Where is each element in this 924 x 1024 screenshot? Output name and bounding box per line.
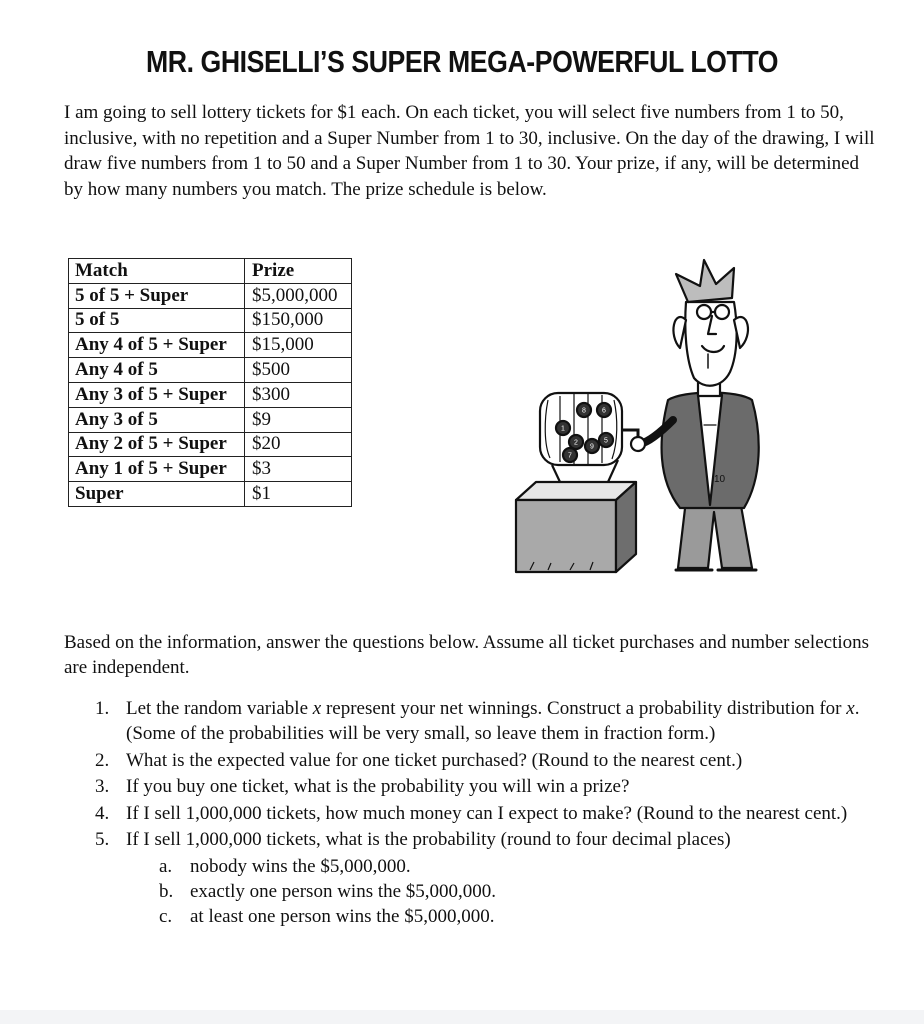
ball-number: 8	[582, 407, 586, 415]
ball-number: 5	[604, 437, 608, 445]
question-item	[64, 696, 876, 746]
subquestion-item	[64, 854, 876, 879]
desk-drawing	[516, 482, 636, 572]
table-row	[69, 308, 352, 333]
question-text: Let the random variable	[126, 698, 313, 719]
table-row	[69, 333, 352, 358]
ball-number: 9	[590, 443, 594, 451]
subquestion-item	[64, 879, 876, 904]
question-item	[64, 827, 876, 852]
prize-cell: $150,000	[245, 308, 352, 333]
table-row	[69, 407, 352, 432]
intro-paragraph: I am going to sell lottery tickets for $1 each. On each ticket, you will select five numbers from 1 to 50, inclusive, with no repetition and a Super Number from 1 to 30, inclusive. On the day of the drawing, I will draw five numbers from 1 to 50 and a Super Number from 1 to 30. Your prize, if any, will be determined by how many numbers you match. The prize schedule is below.	[64, 102, 875, 201]
question-number: 4.	[95, 802, 110, 824]
question-list	[64, 696, 876, 929]
variable-x: x	[312, 698, 322, 719]
prize-cell: $5,000,000	[245, 283, 352, 308]
subquestion-item	[64, 904, 876, 929]
instructions-paragraph: Based on the information, answer the questions below. Assume all ticket purchases and number selections are independent.	[64, 632, 870, 678]
table-row	[69, 457, 352, 482]
prize-cell: $9	[245, 407, 352, 432]
match-cell: Any 3 of 5	[69, 407, 245, 432]
desk-label: 10	[714, 474, 726, 485]
question-text: If you buy one ticket, what is the probability you will win a prize?	[126, 776, 630, 797]
match-cell: Any 1 of 5 + Super	[69, 457, 245, 482]
prize-cell: $300	[245, 382, 352, 407]
match-cell: 5 of 5 + Super	[69, 283, 245, 308]
prize-schedule-table	[68, 258, 352, 507]
table-row	[69, 382, 352, 407]
prize-cell: $3	[245, 457, 352, 482]
question-item	[64, 748, 876, 773]
subquestion-text: exactly one person wins the $5,000,000.	[190, 880, 497, 902]
table-row	[69, 283, 352, 308]
question-item	[64, 774, 876, 799]
prize-cell: $500	[245, 358, 352, 383]
question-number: 2.	[95, 749, 110, 771]
match-cell: Any 4 of 5 + Super	[69, 333, 245, 358]
match-cell: Any 4 of 5	[69, 358, 245, 383]
man-drawing	[631, 260, 759, 570]
match-column-header: Match	[69, 259, 245, 284]
table-header-row	[69, 259, 352, 284]
question-text: . (Some of the probabilities will be very small, so leave them in fraction form.)	[126, 698, 860, 744]
subquestion-letter: a.	[159, 855, 173, 877]
question-number: 3.	[95, 776, 110, 797]
question-text: What is the expected value for one ticket purchased? (Round to the nearest cent.)	[126, 749, 743, 771]
match-cell: Super	[69, 482, 245, 507]
prize-cell: $1	[245, 482, 352, 507]
subquestion-text: at least one person wins the $5,000,000.	[190, 905, 495, 927]
match-cell: 5 of 5	[69, 308, 245, 333]
lottery-host-illustration	[508, 250, 798, 580]
ball-number: 7	[568, 452, 572, 460]
table-row	[69, 358, 352, 383]
question-number: 5.	[95, 829, 110, 850]
prize-column-header: Prize	[245, 259, 352, 284]
question-number: 1.	[95, 698, 110, 719]
subquestion-text: nobody wins the $5,000,000.	[190, 855, 411, 877]
table-row	[69, 432, 352, 457]
question-text: represent your net winnings. Construct a probability distribution for	[321, 698, 847, 719]
page-bottom-edge	[0, 1010, 924, 1024]
table-row	[69, 482, 352, 507]
subquestion-letter: c.	[159, 905, 173, 927]
question-text: If I sell 1,000,000 tickets, what is the probability (round to four decimal places)	[126, 829, 731, 850]
match-cell: Any 2 of 5 + Super	[69, 432, 245, 457]
page-title: MR. GHISELLI’S SUPER MEGA-POWERFUL LOTTO	[145, 44, 779, 79]
ball-number: 2	[574, 439, 578, 447]
ball-number: 1	[561, 425, 565, 433]
prize-cell: $20	[245, 432, 352, 457]
subquestion-letter: b.	[159, 880, 174, 902]
question-text: If I sell 1,000,000 tickets, how much money can I expect to make? (Round to the nearest cent.)	[126, 802, 848, 824]
question-item	[64, 801, 876, 826]
lottery-cage-drawing	[540, 393, 638, 482]
ball-number: 6	[602, 407, 606, 415]
variable-x: x	[846, 698, 855, 719]
prize-cell: $15,000	[245, 333, 352, 358]
match-cell: Any 3 of 5 + Super	[69, 382, 245, 407]
